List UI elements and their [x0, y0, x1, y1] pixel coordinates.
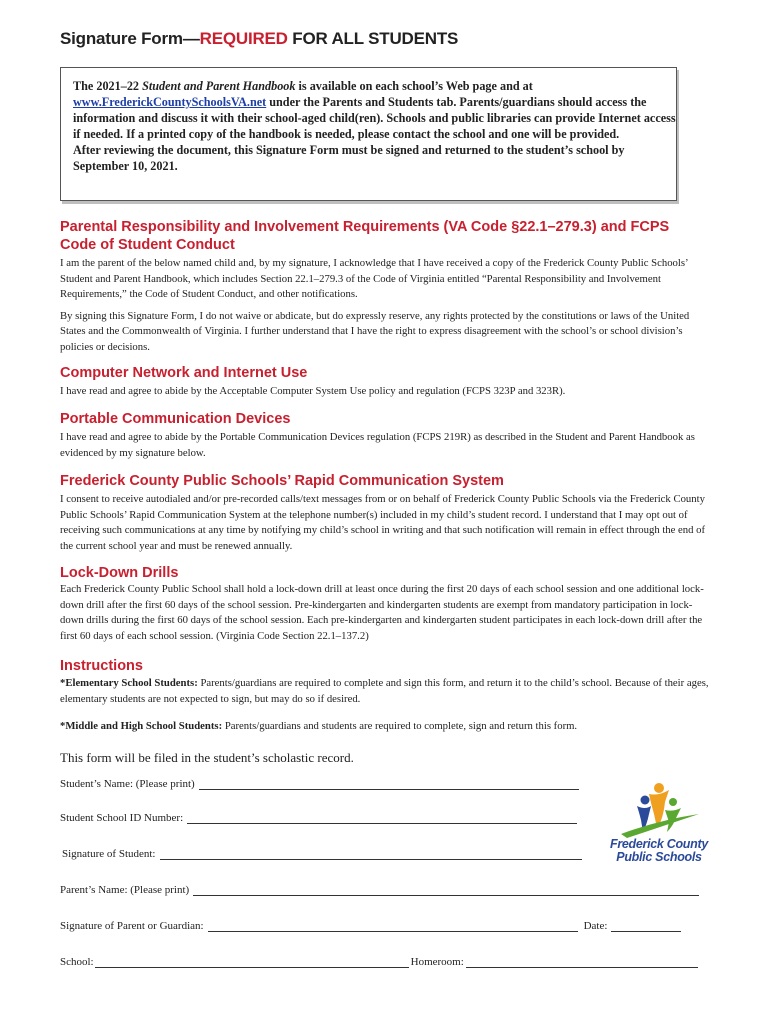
elementary-label: *Elementary School Students:: [60, 677, 198, 689]
title-suffix: FOR ALL STUDENTS: [287, 29, 459, 48]
parental-heading: Parental Responsibility and Involvement Requirements (VA Code §22.1–279.3) and FCPS Code of Student Conduct: [60, 219, 670, 253]
notice-deadline: After reviewing the document, this Signature Form must be signed and returned to the student’s school by September 10, 2021.: [73, 143, 625, 173]
instructions-middle-high: [60, 719, 715, 735]
lockdown-heading: Lock-Down Drills: [60, 565, 179, 581]
network-text: I have read and agree to abide by the Acceptable Computer System Use policy and regulation (FCPS 323P and 323R).: [60, 385, 566, 397]
lockdown-text: Each Frederick County Public School shall hold a lock-down drill at least once during the first 20 days of each school session and one additional lock-down drill after the first 60 days of the school session. Pre-kindergarten and kindergarten students are exempt from mandatory participation in lock-down drills during the first 60 days of the school session. Each pre-kindergarten and kindergarten student participates in each lock-down drill after the first 60 days of each school session. (Virginia Code Section 22.1–137.2): [60, 583, 704, 642]
page-title: [60, 29, 458, 49]
fcps-website-link[interactable]: www.FrederickCountySchoolsVA.net: [73, 95, 267, 109]
date-label: Date:: [583, 920, 608, 932]
student-id-row: [60, 812, 577, 824]
student-name-row: [60, 778, 579, 790]
student-signature-label: Signature of Student:: [62, 848, 156, 860]
parent-signature-row: [60, 920, 681, 932]
devices-heading: Portable Communication Devices: [60, 411, 291, 427]
notice-text-1: The 2021–22: [73, 79, 143, 93]
parental-para-2: By signing this Signature Form, I do not waive or abdicate, but do expressly reserve, any rights protected by the constitutions or laws of the United States and the Commonwealth of Virginia. I further understand that I have the right to express disagreement with the school’s or school division’s policies or decisions.: [60, 309, 690, 353]
middle-high-label: *Middle and High School Students:: [60, 720, 223, 732]
student-signature-row: [62, 848, 582, 860]
fcps-logo: [603, 780, 715, 870]
logo-line-2: Public Schools: [616, 850, 702, 864]
network-heading: Computer Network and Internet Use: [60, 365, 308, 381]
title-prefix: Signature Form—: [60, 29, 200, 48]
fcps-logo-text: [603, 838, 715, 864]
parental-text: [60, 256, 715, 355]
homeroom-field[interactable]: [466, 966, 698, 968]
parent-signature-field[interactable]: [208, 930, 578, 932]
parental-para-1: I am the parent of the below named child and, by my signature, I acknowledge that I have received a copy of the Frederick County Public Schools’ Student and Parent Handbook, which includes Section 22.1–279.3 of the Code of Virginia entitled “Parental Responsibility and Involvement Requirements,” the Code of Student Conduct, and other notifications.: [60, 257, 688, 300]
parent-signature-label: Signature of Parent or Guardian:: [60, 920, 204, 932]
homeroom-label: Homeroom:: [410, 956, 464, 968]
middle-high-text: Parents/guardians and students are required to complete, sign and return this form.: [222, 720, 578, 732]
notice-paragraph: [73, 78, 676, 142]
date-field[interactable]: [611, 930, 681, 932]
devices-text: I have read and agree to abide by the Portable Communication Devices regulation (FCPS 219R) as described in the Student and Parent Handbook as evidenced by my signature below.: [60, 431, 695, 459]
title-required: REQUIRED: [199, 29, 288, 48]
rapid-communication-text: I consent to receive autodialed and/or pre-recorded calls/text messages from or on behalf of Frederick County Public Schools via the Frederick County Public Schools’ Rapid Communication System at the telephone number(s) included in my child’s student record. I understand that I may opt out of receiving such communications at any time by notifying my child’s school in writing and that such notification will remain in effect through the end of the current school year and must be renewed annually.: [60, 493, 706, 552]
instructions-elementary: [60, 676, 715, 707]
logo-line-1: Frederick County: [609, 837, 708, 851]
handbook-notice-box: [60, 67, 677, 201]
notice-text-3: under the Parents and Students tab. Parents/guardians should access the information and discuss it with their school-aged child(ren). Schools and public libraries can provide Internet access if needed. If a printed copy of the handbook is needed, please contact the school and one will be provided.: [73, 95, 676, 141]
handbook-title: Student and Parent Handbook: [142, 79, 296, 93]
school-field[interactable]: [95, 966, 409, 968]
parent-name-field[interactable]: [193, 894, 699, 896]
school-row: [60, 956, 698, 968]
student-id-label: Student School ID Number:: [60, 812, 184, 824]
student-name-label: Student’s Name: (Please print): [60, 778, 195, 790]
instructions-heading: Instructions: [60, 658, 143, 674]
student-signature-field[interactable]: [160, 858, 582, 860]
rapid-communication-heading: Frederick County Public Schools’ Rapid Communication System: [60, 473, 504, 489]
parent-name-label: Parent’s Name: (Please print): [60, 884, 190, 896]
filed-note: This form will be filed in the student’s scholastic record.: [60, 750, 354, 765]
elementary-text: Parents/guardians are required to complete and sign this form, and return it to the child’s school. Because of their ages, elementary students are not expected to sign, but may do so if desired.: [60, 677, 709, 705]
notice-text-2: is available on each school’s Web page and at: [295, 79, 533, 93]
student-name-field[interactable]: [199, 788, 579, 790]
parent-name-row: [60, 884, 699, 896]
fcps-logo-figures-icon: [603, 780, 715, 840]
school-label: School:: [60, 956, 94, 968]
student-id-field[interactable]: [187, 822, 577, 824]
